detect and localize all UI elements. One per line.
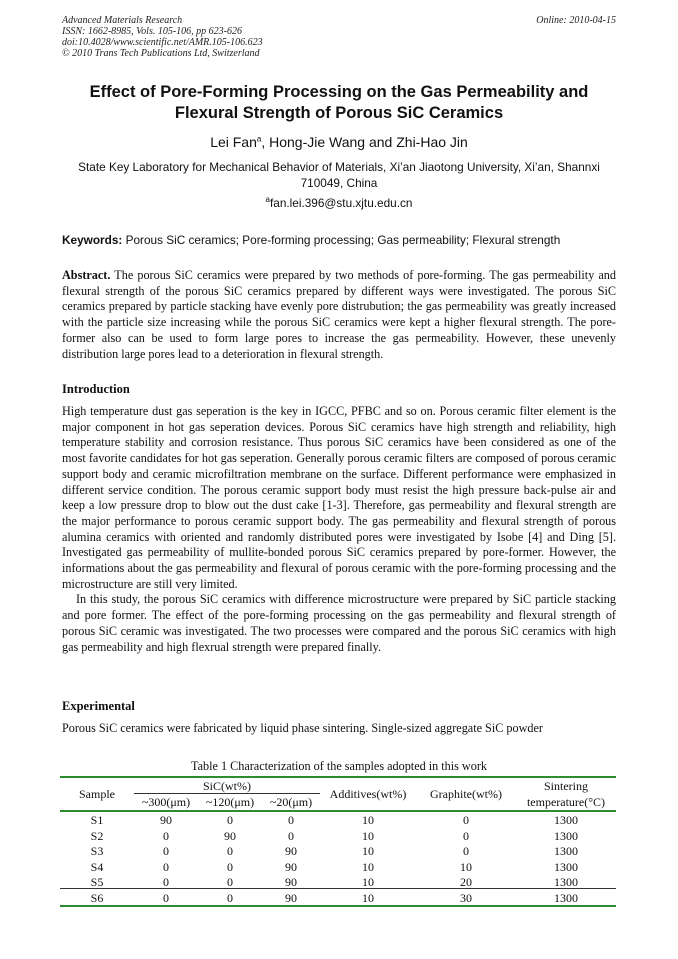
cell-sic-20: 0: [288, 828, 294, 843]
cell-graphite: 0: [463, 844, 469, 858]
cell-sic-120: 0: [227, 891, 233, 905]
header-sic-120: ~120(μm): [205, 795, 255, 809]
keywords-text: Porous SiC ceramics; Pore-forming processing; Gas permeability; Flexural strength: [122, 233, 561, 247]
abstract: [62, 268, 616, 362]
cell-graphite: 30: [460, 891, 472, 905]
table-top-rule: [60, 776, 616, 778]
cell-sample: S6: [90, 891, 104, 905]
cell-sample: S4: [90, 859, 104, 874]
journal-name: Advanced Materials Research: [62, 15, 183, 26]
cell-additives: 10: [362, 875, 374, 889]
table-header-rule: [60, 810, 616, 812]
title-line-1: Effect of Pore-Forming Processing on the Gas Permeability and: [89, 83, 589, 101]
cell-sintering: 1300: [554, 859, 578, 874]
cell-sintering: 1300: [554, 813, 578, 827]
cell-sic-120: 0: [227, 859, 233, 874]
cell-sintering: 1300: [554, 828, 578, 843]
cell-additives: 10: [362, 844, 374, 858]
cell-sic-300: 0: [163, 844, 169, 858]
author-list: [62, 133, 616, 151]
header-sic: SiC(wt%): [203, 779, 251, 793]
email-address: fan.lei.396@stu.xjtu.edu.cn: [269, 196, 413, 210]
keywords-label: Keywords:: [62, 233, 123, 247]
affiliation: [62, 160, 616, 191]
cell-sic-20: 90: [285, 875, 297, 889]
cell-sample: S1: [90, 813, 104, 827]
author-first: Lei Fan: [210, 134, 257, 150]
cell-sic-120: 90: [224, 828, 236, 843]
journal-doi: doi:10.4028/www.scientific.net/AMR.105-106.623: [62, 37, 263, 48]
experimental-heading: Experimental: [62, 699, 135, 713]
journal-copyright: © 2010 Trans Tech Publications Ltd, Switzerland: [62, 48, 260, 59]
cell-sample: S5: [90, 875, 104, 889]
author-rest: , Hong-Jie Wang and Zhi-Hao Jin: [261, 134, 468, 150]
cell-sample: S2: [90, 828, 104, 843]
header-additives: Additives(wt%): [329, 787, 407, 801]
experimental-paragraph: Porous SiC ceramics were fabricated by liquid phase sintering. Single-sized aggregate SiC powder: [62, 721, 543, 735]
table-caption: Table 1 Characterization of the samples adopted in this work: [191, 759, 487, 773]
paper-title: [62, 82, 616, 124]
cell-graphite: 20: [460, 875, 472, 889]
introduction-paragraph-2: In this study, the porous SiC ceramics with difference microstructure were prepared by SiC particle stacking and pore former. The effect of the pore-forming processing on the gas permeability and flexural strength of porous SiC ceramic was investigated. The two processes were compared and the porous SiC ceramics with high gas permeability and high flexrual strength were prepared finally.: [62, 592, 616, 654]
journal-header: [62, 15, 616, 59]
cell-sic-20: 90: [285, 891, 297, 905]
abstract-label: Abstract.: [62, 268, 111, 282]
cell-graphite: 0: [463, 813, 469, 827]
online-date: Online: 2010-04-15: [536, 15, 616, 26]
cell-sintering: 1300: [554, 844, 578, 858]
journal-issn: ISSN: 1662-8985, Vols. 105-106, pp 623-626: [62, 26, 242, 37]
cell-sic-300: 0: [163, 859, 169, 874]
header-sic-20: ~20(μm): [269, 795, 313, 809]
cell-sic-20: 90: [285, 844, 297, 858]
cell-additives: 10: [362, 813, 374, 827]
cell-sic-300: 0: [163, 875, 169, 889]
cell-additives: 10: [362, 828, 374, 843]
cell-sic-120: 0: [227, 813, 233, 827]
header-graphite: Graphite(wt%): [430, 787, 502, 801]
keywords: [62, 233, 616, 248]
email-sup: a: [265, 195, 270, 205]
header-sic-300: ~300(μm): [141, 795, 191, 809]
introduction-body: [62, 404, 616, 655]
cell-sic-120: 0: [227, 844, 233, 858]
cell-sintering: 1300: [554, 875, 578, 889]
cell-sic-300: 0: [163, 891, 169, 905]
cell-sintering: 1300: [554, 891, 578, 905]
cell-additives: 10: [362, 891, 374, 905]
affiliation-line-1: State Key Laboratory for Mechanical Behavior of Materials, Xi’an Jiaotong University, Xi’an, Shannxi: [78, 160, 600, 174]
author-first-sup: a: [256, 134, 262, 144]
cell-sic-300: 90: [160, 813, 172, 827]
title-line-2: Flexural Strength of Porous SiC Ceramics: [174, 104, 504, 122]
cell-graphite: 0: [463, 828, 469, 843]
cell-graphite: 10: [460, 859, 472, 874]
cell-sic-20: 90: [285, 859, 297, 874]
author-email: [62, 196, 616, 211]
introduction-paragraph-1: High temperature dust gas seperation is the key in IGCC, PFBC and so on. Porous ceramic filter element is the major component in hot gas seperation devices. Porous SiC ceramics have high strength and reliability, high temperature stability and corrosion resistance. Thus porous SiC ceramics have been considered as one of the most favorite candidates for hot gas seperation. Generally porous ceramic filters are composed of porous ceramic support body and ceramic microfiltration membrane on the surface. Different performance were emphasized in different service condition. The porous ceramic support body must resist the high pressure back-pulse air and keep a low pressure drop to blow out the dust cake [1-3]. Therefore, gas permeability and flexural strength are the major performance to porous ceramic support body. The gas permeability and flexural strength of porous alumina ceramics with oriented and randomly distributed pores were investigated by Isobe [4] and Ding [5]. Investigated gas permeability of mullite-bonded porous SiC ceramics prepared by pore-former. However, the informations about the gas permeability and flexural of porous ceramic with the pore-forming processing and the microstructure are still very limited.: [62, 404, 616, 591]
abstract-text: The porous SiC ceramics were prepared by two methods of pore-forming. The gas permeability and flexural strength of the porous SiC ceramics prepared by different ways were investigated. The porous SiC ceramics prepared by particle stacking have evenly pore distrubution; the gas permeability was greatly increased with the particle size increasing while the porous SiC ceramics were kept a higher flexural strength. The pore-former also can be used to form large pores to increase the gas permeability. However, these unevenly distribution large pores lead to a deterioration in flexural strength.: [62, 268, 616, 361]
introduction-heading: Introduction: [62, 382, 130, 396]
cell-sic-20: 0: [288, 813, 294, 827]
cell-sic-120: 0: [227, 875, 233, 889]
cell-additives: 10: [362, 859, 374, 874]
header-sintering-2: temperature(°C): [526, 795, 606, 809]
cell-sic-300: 0: [163, 828, 169, 843]
affiliation-line-2: 710049, China: [300, 175, 378, 190]
cell-sample: S3: [90, 844, 104, 858]
header-sintering-1: Sintering: [544, 779, 588, 793]
header-sample: Sample: [79, 787, 115, 801]
